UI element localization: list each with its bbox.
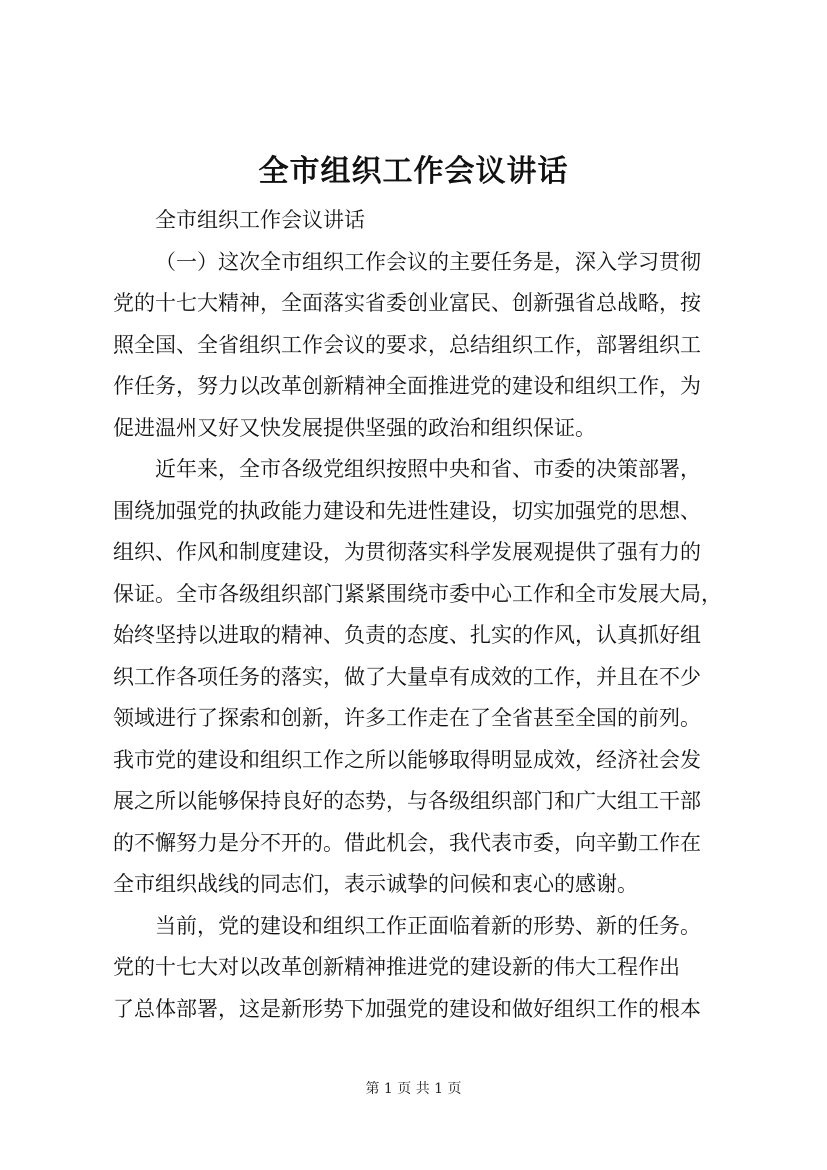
paragraph-line: 照全国、全省组织工作会议的要求，总结组织工作，部署组织工 bbox=[113, 332, 701, 357]
paragraph-line: 我市党的建设和组织工作之所以能够取得明显成效，经济社会发 bbox=[113, 747, 701, 772]
document-title: 全市组织工作会议讲话 bbox=[258, 154, 569, 189]
paragraph-line: 展之所以能够保持良好的态势，与各级组织部门和广大组工干部 bbox=[113, 789, 701, 813]
paragraph-line: 全市组织战线的同志们，表示诚挚的问候和衷心的感谢。 bbox=[113, 872, 638, 896]
paragraph-line: 作任务，努力以改革创新精神全面推进党的建设和组织工作，为 bbox=[113, 374, 701, 398]
paragraph-line: 当前，党的建设和组织工作正面临着新的形势、新的任务。 bbox=[155, 913, 701, 938]
paragraph-line: 促进温州又好又快发展提供坚强的政治和组织保证。 bbox=[113, 415, 596, 440]
document-body bbox=[113, 200, 743, 1030]
paragraph-line: 党的十七大精神，全面落实省委创业富民、创新强省总战略，按 bbox=[113, 291, 701, 315]
paragraph-line: 织工作各项任务的落实，做了大量卓有成效的工作，并且在不少 bbox=[113, 664, 701, 689]
paragraph-line: 党的十七大对以改革创新精神推进党的建设新的伟大工程作出 bbox=[113, 955, 680, 979]
paragraph-line: 围绕加强党的执政能力建设和先进性建设，切实加强党的思想、 bbox=[113, 498, 701, 523]
paragraph-line: 保证。全市各级组织部门紧紧围绕市委中心工作和全市发展大局， bbox=[113, 581, 722, 606]
paragraph-line: 领域进行了探索和创新，许多工作走在了全省甚至全国的前列。 bbox=[113, 706, 701, 730]
paragraph-line: 的不懈努力是分不开的。借此机会，我代表市委，向辛勤工作在 bbox=[113, 830, 701, 855]
paragraph-line: 近年来，全市各级党组织按照中央和省、市委的决策部署， bbox=[155, 457, 701, 481]
paragraph-line: （一）这次全市组织工作会议的主要任务是，深入学习贯彻 bbox=[155, 249, 701, 274]
paragraph-line: 始终坚持以进取的精神、负责的态度、扎实的作风，认真抓好组 bbox=[113, 623, 701, 647]
paragraph-line: 组织、作风和制度建设，为贯彻落实科学发展观提供了强有力的 bbox=[113, 540, 701, 564]
page-number: 第 1 页 共 1 页 bbox=[365, 1081, 462, 1097]
paragraph-line: 了总体部署，这是新形势下加强党的建设和做好组织工作的根本 bbox=[113, 996, 701, 1021]
document-subtitle: 全市组织工作会议讲话 bbox=[155, 208, 365, 232]
